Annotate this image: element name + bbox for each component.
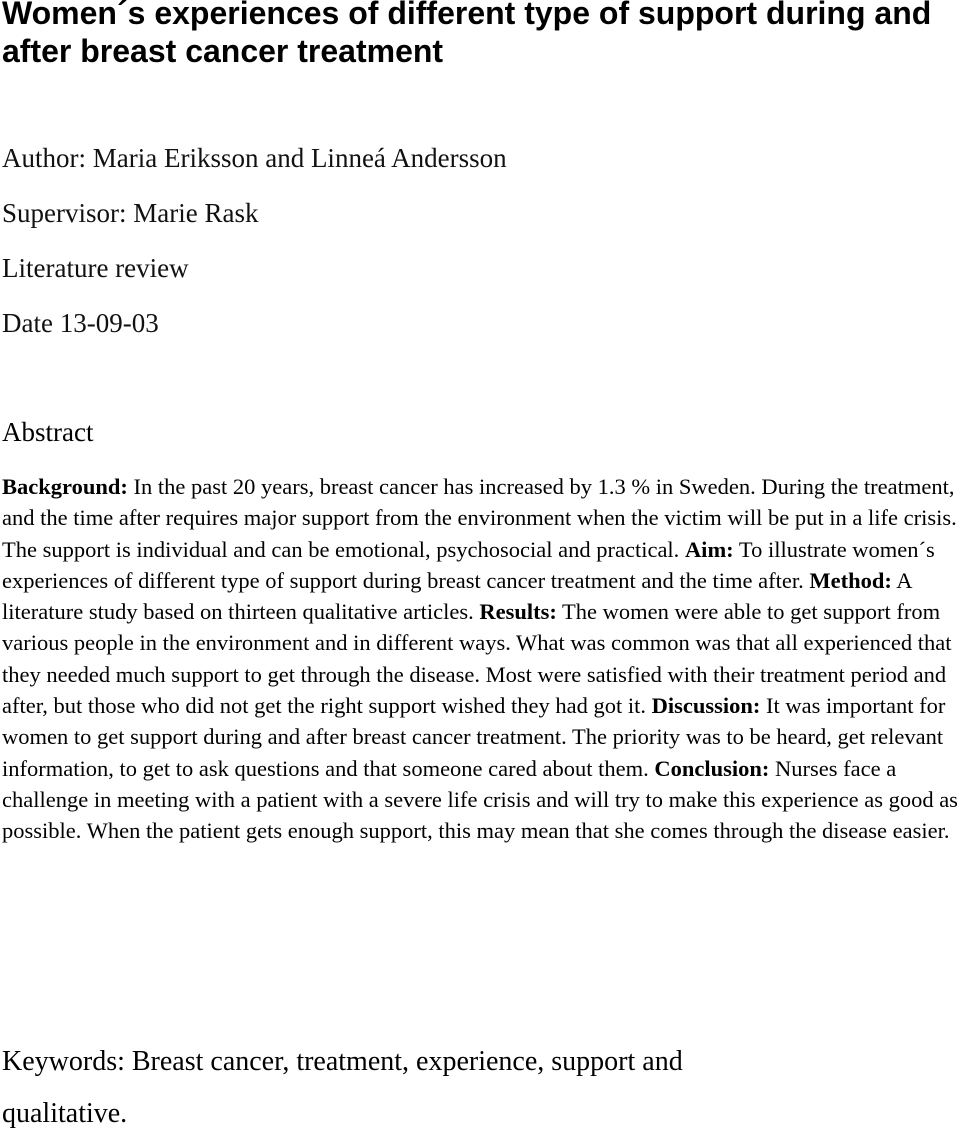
method-text: A literature study based on thirteen qualitative articles. [2,567,912,625]
results-label: Results: [479,599,557,625]
abstract-body [2,471,958,847]
discussion-text: It was important for women to get support during and after breast cancer treatment. The priority was to be heard, get relevant information, to get to ask questions and that someone cared about them. [2,693,946,781]
keywords: Keywords: Breast cancer, treatment, experience, support and qualitative. [2,1046,683,1129]
conclusion-label: Conclusion: [654,755,770,781]
document-date: Date 13-09-03 [2,308,159,338]
background-text: In the past 20 years, breast cancer has increased by 1.3 % in Sweden. During the treatment, and the time after requires major support from the environment when the victim will be put in a life crisis. The support is individual and can be emotional, psychosocial and practical. [2,474,957,562]
document-type: Literature review [2,253,189,283]
background-label: Background: [2,474,128,499]
document-title: Women´s experiences of different type of support during and after breast cancer treatment [2,0,932,69]
aim-label: Aim: [684,536,734,562]
supervisor-line: Supervisor: Marie Rask [2,198,259,228]
discussion-label: Discussion: [651,693,761,719]
author-line: Author: Maria Eriksson and Linneá Andersson [2,143,507,173]
results-text: The women were able to get support from various people in the environment and in different ways. What was common was that all experienced that they needed much support to get through the disease. Most were satisfied with their treatment period and after, but those who did not get the right support wished they had got it. [2,599,952,719]
method-label: Method: [809,567,892,593]
conclusion-text: Nurses face a challenge in meeting with a patient with a severe life crisis and will try to make this experience as good as possible. When the patient gets enough support, this may mean that she comes through the disease easier. [2,755,958,844]
abstract-heading: Abstract [2,417,94,447]
aim-text: To illustrate women´s experiences of different type of support during breast cancer treatment and the time after. [2,536,935,593]
